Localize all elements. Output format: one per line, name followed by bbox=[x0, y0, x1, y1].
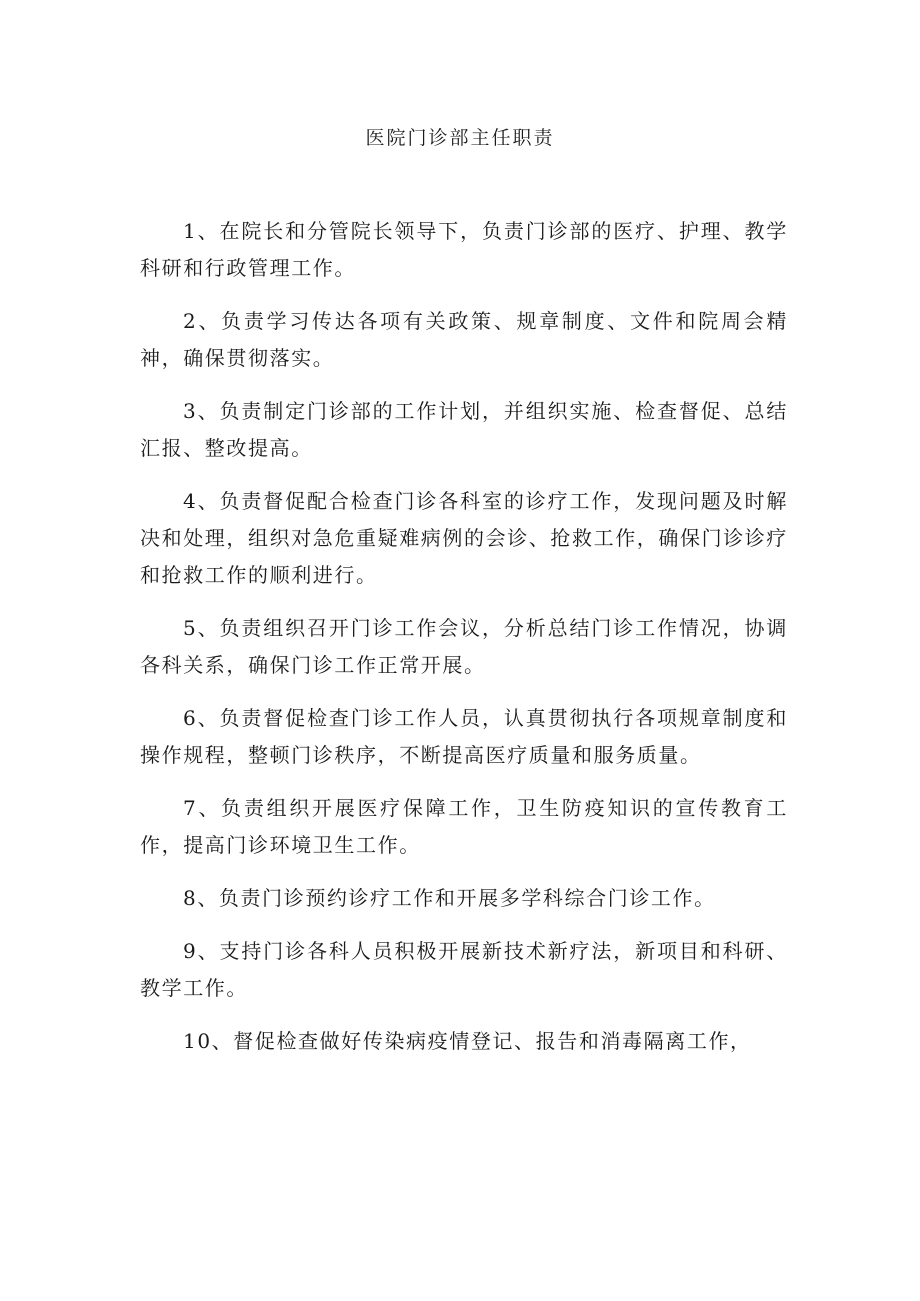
clause-list bbox=[140, 213, 788, 1076]
clause-1: 1、在院长和分管院长领导下，负责门诊部的医疗、护理、教学科研和行政管理工作。 bbox=[140, 219, 788, 280]
clause-9: 9、支持门诊各科人员积极开展新技术新疗法，新项目和科研、教学工作。 bbox=[140, 939, 788, 1000]
clause-5: 5、负责组织召开门诊工作会议，分析总结门诊工作情况，协调各科关系，确保门诊工作正常开展。 bbox=[140, 616, 788, 677]
clause-4: 4、负责督促配合检查门诊各科室的诊疗工作，发现问题及时解决和处理，组织对急危重疑难病例的会诊、抢救工作，确保门诊诊疗和抢救工作的顺利进行。 bbox=[140, 489, 788, 587]
clause-8: 8、负责门诊预约诊疗工作和开展多学科综合门诊工作。 bbox=[183, 886, 716, 910]
clause-10: 10、督促检查做好传染病疫情登记、报告和消毒隔离工作， bbox=[183, 1029, 752, 1053]
clause-3: 3、负责制定门诊部的工作计划，并组织实施、检查督促、总结汇报、整改提高。 bbox=[140, 399, 788, 460]
clause-2: 2、负责学习传达各项有关政策、规章制度、文件和院周会精神，确保贯彻落实。 bbox=[140, 309, 788, 370]
clause-7: 7、负责组织开展医疗保障工作，卫生防疫知识的宣传教育工作，提高门诊环境卫生工作。 bbox=[140, 796, 788, 857]
clause-6: 6、负责督促检查门诊工作人员，认真贯彻执行各项规章制度和操作规程，整顿门诊秩序，不断提高医疗质量和服务质量。 bbox=[140, 706, 788, 767]
document-title: 医院门诊部主任职责 bbox=[365, 127, 555, 149]
